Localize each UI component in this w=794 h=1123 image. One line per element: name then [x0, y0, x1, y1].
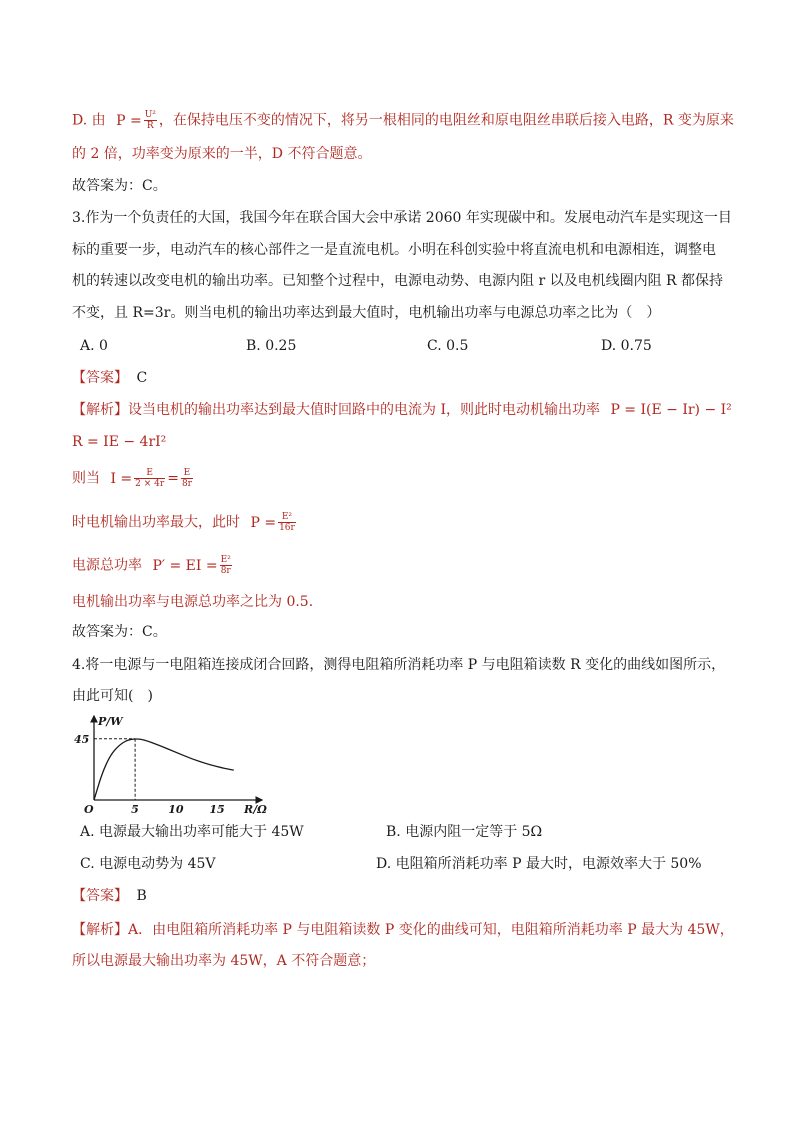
y-axis-label: P/W	[98, 715, 123, 728]
q2-analysis-d-line2: 的 2 倍，功率变为原来的一半，D 不符合题意。	[72, 146, 372, 162]
q4-analysis-line1: 【解析】A．由电阻箱所消耗功率 P 与电阻箱读数 P 变化的曲线可知，电阻箱所消耗功率 P 最大为 45W，	[72, 922, 734, 938]
q3-stem-line1: 3.作为一个负责任的大国，我国今年在联合国大会中承诺 2060 年实现碳中和。发展电动汽车是实现这一目	[72, 210, 732, 226]
q3-stem-line2: 标的重要一步，电动汽车的核心部件之一是直流电机。小明在科创实验中将直流电机和电源相连，调整电	[72, 242, 716, 258]
q4-stem-line2: 由此可知( )	[72, 688, 153, 704]
q3-stem-line4: 不变，且 R=3r。则当电机的输出功率达到最大值时，电机输出功率与电源总功率之比为（ ）	[72, 305, 661, 321]
q3-option-a: A. 0	[80, 338, 108, 354]
q3-analysis-line2: R = IE − 4rI²	[72, 434, 167, 450]
q2-analysis-d-line1: D. 由 P = $\frac{\text{U²}}{R}$ ，在保持电压不变的情况下，将另一根相同的电阻丝和原电阻丝串联后接入电路，R 变为原来	[72, 110, 734, 131]
power-curve-series-0	[94, 739, 234, 800]
x-tick-label: 10	[168, 803, 184, 814]
q4-option-b: B. 电源内阻一定等于 5Ω	[386, 824, 543, 840]
q3-answer-line: 故答案为：C。	[72, 624, 167, 640]
q3-analysis-total: 电源总功率 P′ = EI = $\frac{\text{E²}}{8r}$	[72, 555, 231, 576]
q4-answer: 【答案】 B	[72, 888, 147, 904]
q2-answer-line: 故答案为：C。	[72, 178, 167, 194]
q4-stem-line1: 4.将一电源与一电阻箱连接成闭合回路，测得电阻箱所消耗功率 P 与电阻箱读数 R 变化的曲线如图所示，	[72, 657, 726, 673]
origin-label: O	[84, 803, 94, 814]
q3-option-c: C. 0.5	[427, 338, 469, 354]
q3-analysis-ratio: 电机输出功率与电源总功率之比为 0.5.	[72, 594, 314, 610]
q3-answer: 【答案】 C	[72, 370, 148, 386]
q3-stem-line3: 机的转速以改变电机的输出功率。已知整个过程中，电源电动势、电源内阻 r 以及电机线圈内阻 R 都保持	[72, 273, 724, 289]
q3-analysis-line1: 【解析】设当电机的输出功率达到最大值时回路中的电流为 I，则此时电动机输出功率 P = I(E − Ir) − I²	[72, 402, 732, 418]
q4-option-c: C. 电源电动势为 45V	[80, 856, 216, 872]
q4-option-d: D. 电阻箱所消耗功率 P 最大时，电源效率大于 50%	[376, 856, 702, 872]
q4-analysis-line2: 所以电源最大输出功率为 45W，A 不符合题意；	[72, 953, 376, 969]
q4-power-resistance-chart	[72, 712, 272, 814]
q4-option-a: A. 电源最大输出功率可能大于 45W	[80, 824, 304, 840]
q3-analysis-max: 时电机输出功率最大，此时 P = $\frac{\text{E²}}{16r}$	[72, 512, 295, 533]
x-tick-label: 15	[209, 803, 225, 814]
q3-option-b: B. 0.25	[246, 338, 297, 354]
x-axis-label: R/Ω	[244, 803, 267, 814]
y-tick-label: 45	[74, 732, 90, 746]
x-tick-label: 5	[131, 803, 139, 814]
q3-option-d: D. 0.75	[601, 338, 652, 354]
q3-analysis-when: 则当 I = $\frac{E}{2 \times 4r}$ = $\frac{E}{8r}$	[72, 468, 192, 489]
